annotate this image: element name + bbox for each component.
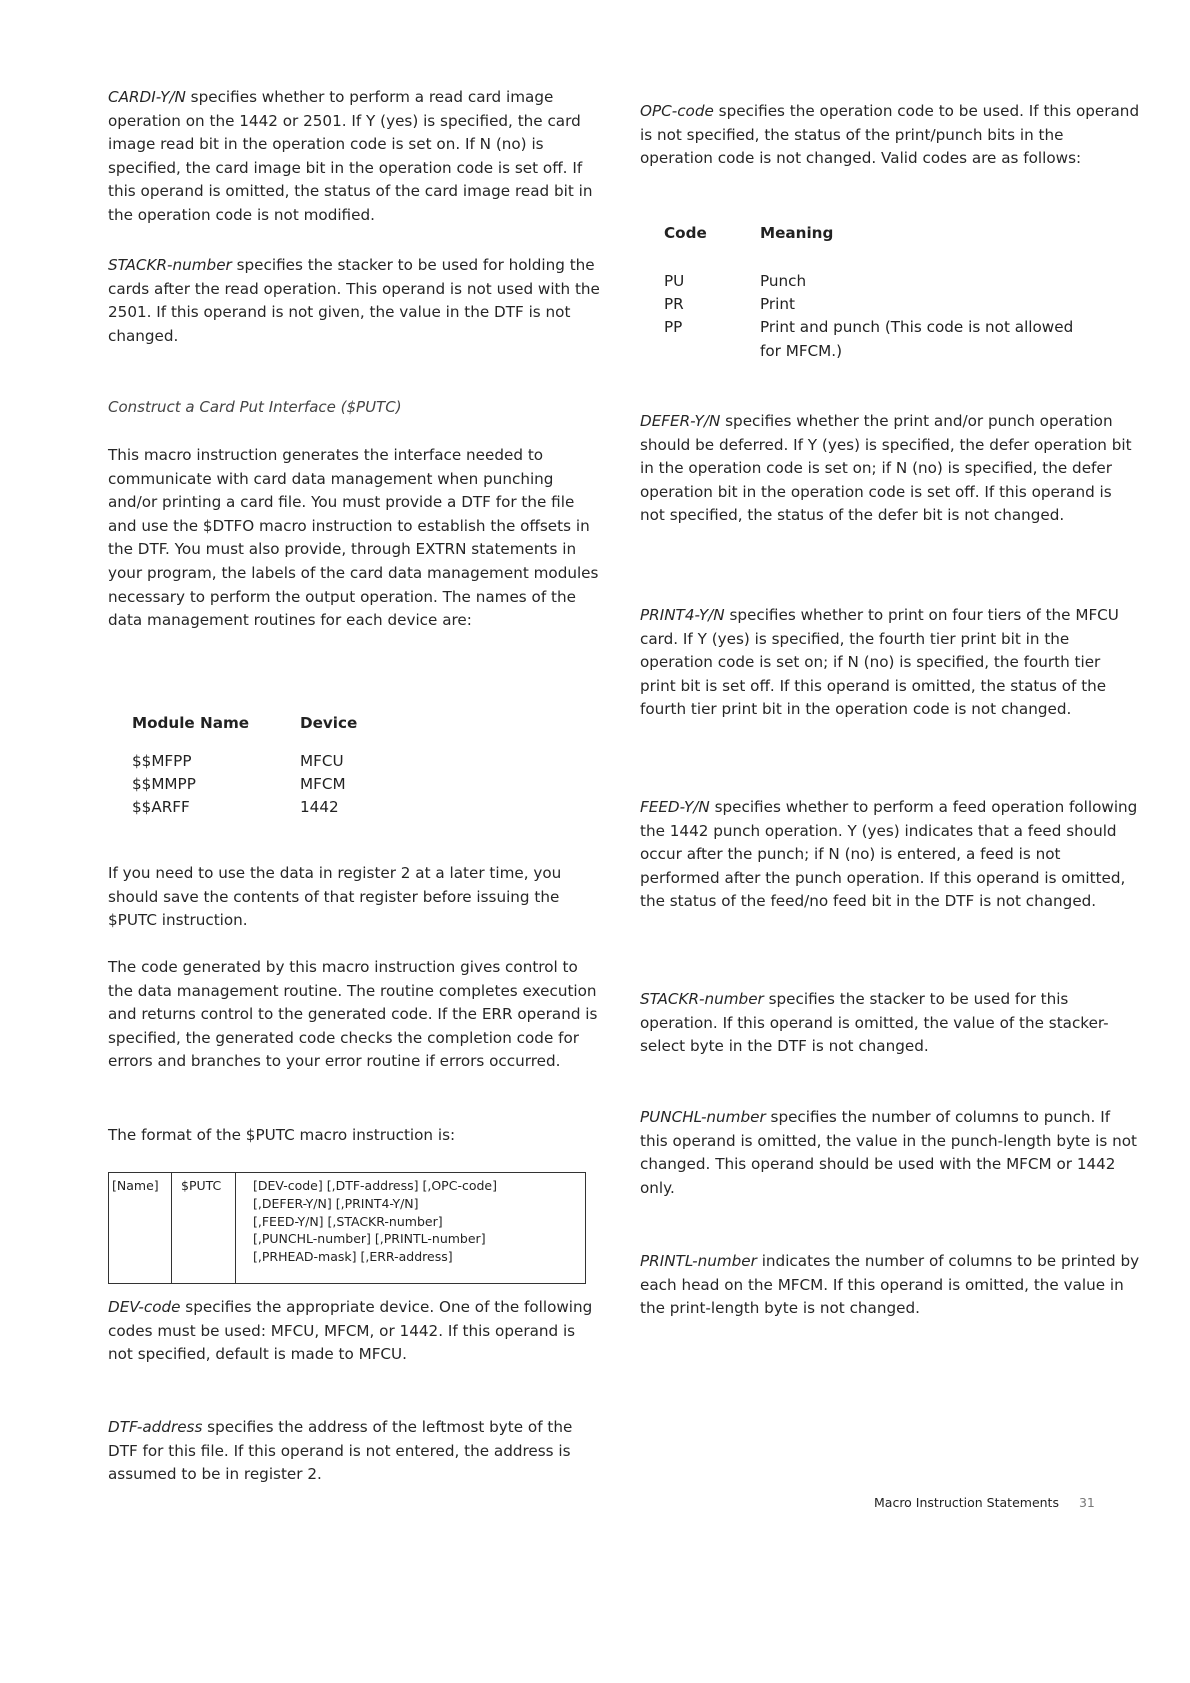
- stackr-text-left: specifies the stacker to be used for holding the cards after the read operation. This operand is not used with the 2501. If this operand is not given, the value in the DTF is not changed.: [108, 256, 600, 345]
- punchl-paragraph: [640, 1106, 1140, 1200]
- code-row-code: PU: [664, 272, 685, 290]
- intro-paragraph: This macro instruction generates the interface needed to communicate with card data management when punching and/or printing a card file. You must provide a DTF for the file and use the $DTFO macro instruction to establish the offsets in the DTF. You must also provide, through EXTRN statements in your program, the labels of the card data management modules necessary to perform the output operation. The names of the data management routines for each device are:: [108, 446, 599, 630]
- dtf-term: DTF-address: [108, 1418, 203, 1436]
- code-row-code: PR: [664, 295, 684, 313]
- punchl-term: PUNCHL-number: [640, 1108, 766, 1126]
- module-header-name: Module Name: [132, 714, 250, 732]
- module-row-device: MFCU: [300, 752, 344, 770]
- opc-paragraph: [640, 100, 1140, 171]
- opc-text: specifies the operation code to be used. If this operand is not specified, the status of the print/punch bits in the operation code is not changed. Valid codes are as follows:: [640, 102, 1140, 168]
- module-row-name: $$MFPP: [132, 752, 192, 770]
- format-intro: The format of the $PUTC macro instruction is:: [108, 1126, 456, 1144]
- syntax-divider: [235, 1173, 236, 1283]
- code-row-meaning: Punch: [760, 272, 807, 290]
- code-row-code: PP: [664, 318, 683, 336]
- register-note: If you need to use the data in register 2 at a later time, you should save the contents of that register before issuing the $PUTC instruction.: [108, 864, 562, 930]
- cardi-text: specifies whether to perform a read card image operation on the 1442 or 2501. If Y (yes) is specified, the card image read bit in the operation code is set on. If N (no) is specified, the card image bit in the operation code is set off. If this operand is omitted, the status of the card image read bit in the operation code is not modified.: [108, 88, 593, 224]
- feed-term: FEED-Y/N: [640, 798, 710, 816]
- code-row-meaning: Print: [760, 295, 795, 313]
- print4-text: specifies whether to print on four tiers of the MFCU card. If Y (yes) is specified, the fourth tier print bit in the operation code is set on; if N (no) is specified, the fourth tier print bit is set off. If this operand is omitted, the status of the fourth tier print bit in the operation code is not changed.: [640, 606, 1119, 719]
- module-row-device: MFCM: [300, 775, 346, 793]
- feed-paragraph: [640, 796, 1140, 914]
- syntax-operand-line: [,DEFER-Y/N] [,PRINT4-Y/N]: [253, 1195, 419, 1211]
- stackr-text-right: specifies the stacker to be used for this operation. If this operand is omitted, the value of the stacker-select byte in the DTF is not changed.: [640, 990, 1109, 1056]
- printl-paragraph: [640, 1250, 1140, 1321]
- module-row-name: $$MMPP: [132, 775, 196, 793]
- dev-text: specifies the appropriate device. One of the following codes must be used: MFCU, MFCM, or 1442. If this operand is not specified, default is made to MFCU.: [108, 1298, 593, 1364]
- module-row-name: $$ARFF: [132, 798, 190, 816]
- syntax-operand-line: [DEV-code] [,DTF-address] [,OPC-code]: [253, 1178, 497, 1193]
- section-heading: Construct a Card Put Interface ($PUTC): [108, 398, 402, 416]
- defer-term: DEFER-Y/N: [640, 412, 721, 430]
- syntax-box: [108, 1172, 586, 1284]
- dev-paragraph: [108, 1296, 600, 1367]
- page-number: 31: [1078, 1495, 1095, 1510]
- dtf-paragraph: [108, 1416, 600, 1487]
- cardi-term: CARDI-Y/N: [108, 88, 186, 106]
- dev-term: DEV-code: [108, 1298, 181, 1316]
- code-header-meaning: Meaning: [760, 224, 834, 242]
- module-row-device: 1442: [300, 798, 339, 816]
- stackr-term-right: STACKR-number: [640, 990, 764, 1008]
- page-footer: [874, 1495, 1095, 1510]
- code-header-code: Code: [664, 224, 707, 242]
- syntax-operands-field: [253, 1177, 497, 1266]
- defer-text: specifies whether the print and/or punch operation should be deferred. If Y (yes) is specified, the defer operation bit in the operation code is set on; if N (no) is specified, the defer operation bit in the operation code is set off. If this operand is not specified, the status of the defer bit is not changed.: [640, 412, 1132, 525]
- defer-paragraph: [640, 410, 1140, 528]
- print4-term: PRINT4-Y/N: [640, 606, 725, 624]
- footer-title: Macro Instruction Statements: [874, 1495, 1059, 1510]
- printl-text: indicates the number of columns to be printed by each head on the MFCM. If this operand is omitted, the value in the print-length byte is not changed.: [640, 1252, 1140, 1318]
- cardi-paragraph: [108, 86, 600, 228]
- dtf-text: specifies the address of the leftmost byte of the DTF for this file. If this operand is not entered, the address is assumed to be in register 2.: [108, 1418, 573, 1484]
- stackr-paragraph-right: [640, 988, 1140, 1059]
- control-paragraph: The code generated by this macro instruction gives control to the data management routine. The routine completes execution and returns control to the generated code. If the ERR operand is specified, the generated code checks the completion code for errors and branches to your error routine if errors occurred.: [108, 958, 598, 1071]
- module-header-device: Device: [300, 714, 358, 732]
- syntax-operand-line: [,FEED-Y/N] [,STACKR-number]: [253, 1213, 443, 1229]
- print4-paragraph: [640, 604, 1140, 722]
- printl-term: PRINTL-number: [640, 1252, 757, 1270]
- opc-term: OPC-code: [640, 102, 714, 120]
- stackr-term-left: STACKR-number: [108, 256, 232, 274]
- feed-text: specifies whether to perform a feed operation following the 1442 punch operation. Y (yes) indicates that a feed should occur after the punch; if N (no) is entered, a feed is not performed after the punch operation. If this operand is omitted, the status of the feed/no feed bit in the DTF is not changed.: [640, 798, 1138, 911]
- stackr-paragraph-left: [108, 254, 600, 348]
- syntax-divider: [171, 1173, 172, 1283]
- code-row-meaning: Print and punch (This code is not allowed for MFCM.): [760, 318, 1074, 360]
- syntax-name-field: [Name]: [112, 1178, 159, 1193]
- punchl-text: specifies the number of columns to punch. If this operand is omitted, the value in the punch-length byte is not changed. This operand should be used with the MFCM or 1442 only.: [640, 1108, 1137, 1197]
- syntax-operand-line: [,PRHEAD-mask] [,ERR-address]: [253, 1249, 453, 1265]
- syntax-operand-line: [,PUNCHL-number] [,PRINTL-number]: [253, 1231, 486, 1247]
- syntax-operation-field: $PUTC: [181, 1178, 222, 1193]
